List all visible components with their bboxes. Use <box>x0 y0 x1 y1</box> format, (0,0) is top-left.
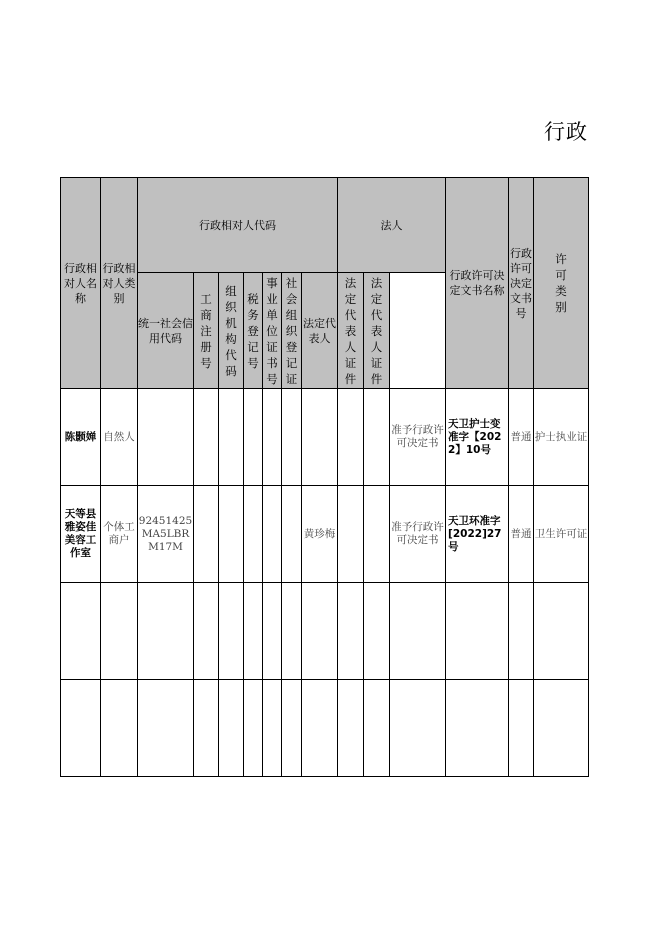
header-code-group: 行政相对人代码 <box>138 178 338 273</box>
row-legal-id-type <box>338 389 364 486</box>
row-legal-rep <box>302 389 338 486</box>
row-name: 天等县雅姿佳美容工作室 <box>61 486 101 583</box>
row-tax-reg <box>244 389 263 486</box>
row-decision-name: 准予行政许可决定书 <box>390 486 446 583</box>
row-license-name: 护士执业证 <box>534 389 589 486</box>
table-row <box>61 486 589 583</box>
table-row-empty <box>61 583 589 680</box>
row-legal-id-no <box>364 389 390 486</box>
row-decision-no: 天卫环准字[2022]27号 <box>446 486 509 583</box>
row-public-inst <box>263 389 282 486</box>
license-table <box>60 177 589 777</box>
row-business-reg <box>194 389 219 486</box>
header-tax-reg: 税 务 登 记 号 <box>244 273 263 389</box>
header-legal-id-type: 法 定 代 表 人 证 件 <box>338 273 364 389</box>
row-legal-rep: 黄珍梅 <box>302 486 338 583</box>
row-org-code <box>219 486 244 583</box>
row-legal-id-type <box>338 486 364 583</box>
row-type: 个体工商户 <box>101 486 138 583</box>
row-credit-code <box>138 389 194 486</box>
table-row-empty <box>61 680 589 777</box>
header-credit-code: 统一社会信用代码 <box>138 273 194 389</box>
header-legal-id-no: 法 定 代 表 人 证 件 <box>364 273 390 389</box>
row-social-org <box>282 389 302 486</box>
header-public-inst: 事 业 单 位 证 书 号 <box>263 273 282 389</box>
row-decision-no: 天卫护士变准字【2022】10号 <box>446 389 509 486</box>
row-license-name: 卫生许可证 <box>534 486 589 583</box>
header-legal-group: 法人 <box>338 178 446 273</box>
header-license-type: 许 可 类 别 <box>534 178 589 389</box>
header-business-reg: 工 商 注 册 号 <box>194 273 219 389</box>
row-credit-code: 92451425MA5LBRM17M <box>138 486 194 583</box>
row-social-org <box>282 486 302 583</box>
page-title: 行政 <box>544 120 588 144</box>
header-legal-rep: 法定代表人 <box>302 273 338 389</box>
row-type: 自然人 <box>101 389 138 486</box>
header-decision-no: 行政许可决定文书号 <box>509 178 534 389</box>
header-org-code: 组 织 机 构 代 码 <box>219 273 244 389</box>
row-business-reg <box>194 486 219 583</box>
table-row <box>61 389 589 486</box>
row-tax-reg <box>244 486 263 583</box>
row-decision-name: 准予行政许可决定书 <box>390 389 446 486</box>
header-name: 行政相对人名称 <box>61 178 101 389</box>
header-social-org: 社 会 组 织 登 记 证 <box>282 273 302 389</box>
row-name: 陈颢婵 <box>61 389 101 486</box>
row-license-type: 普通 <box>509 389 534 486</box>
row-license-type: 普通 <box>509 486 534 583</box>
row-legal-id-no <box>364 486 390 583</box>
row-org-code <box>219 389 244 486</box>
header-decision-name: 行政许可决定文书名称 <box>446 178 509 389</box>
header-type: 行政相对人类别 <box>101 178 138 389</box>
row-public-inst <box>263 486 282 583</box>
